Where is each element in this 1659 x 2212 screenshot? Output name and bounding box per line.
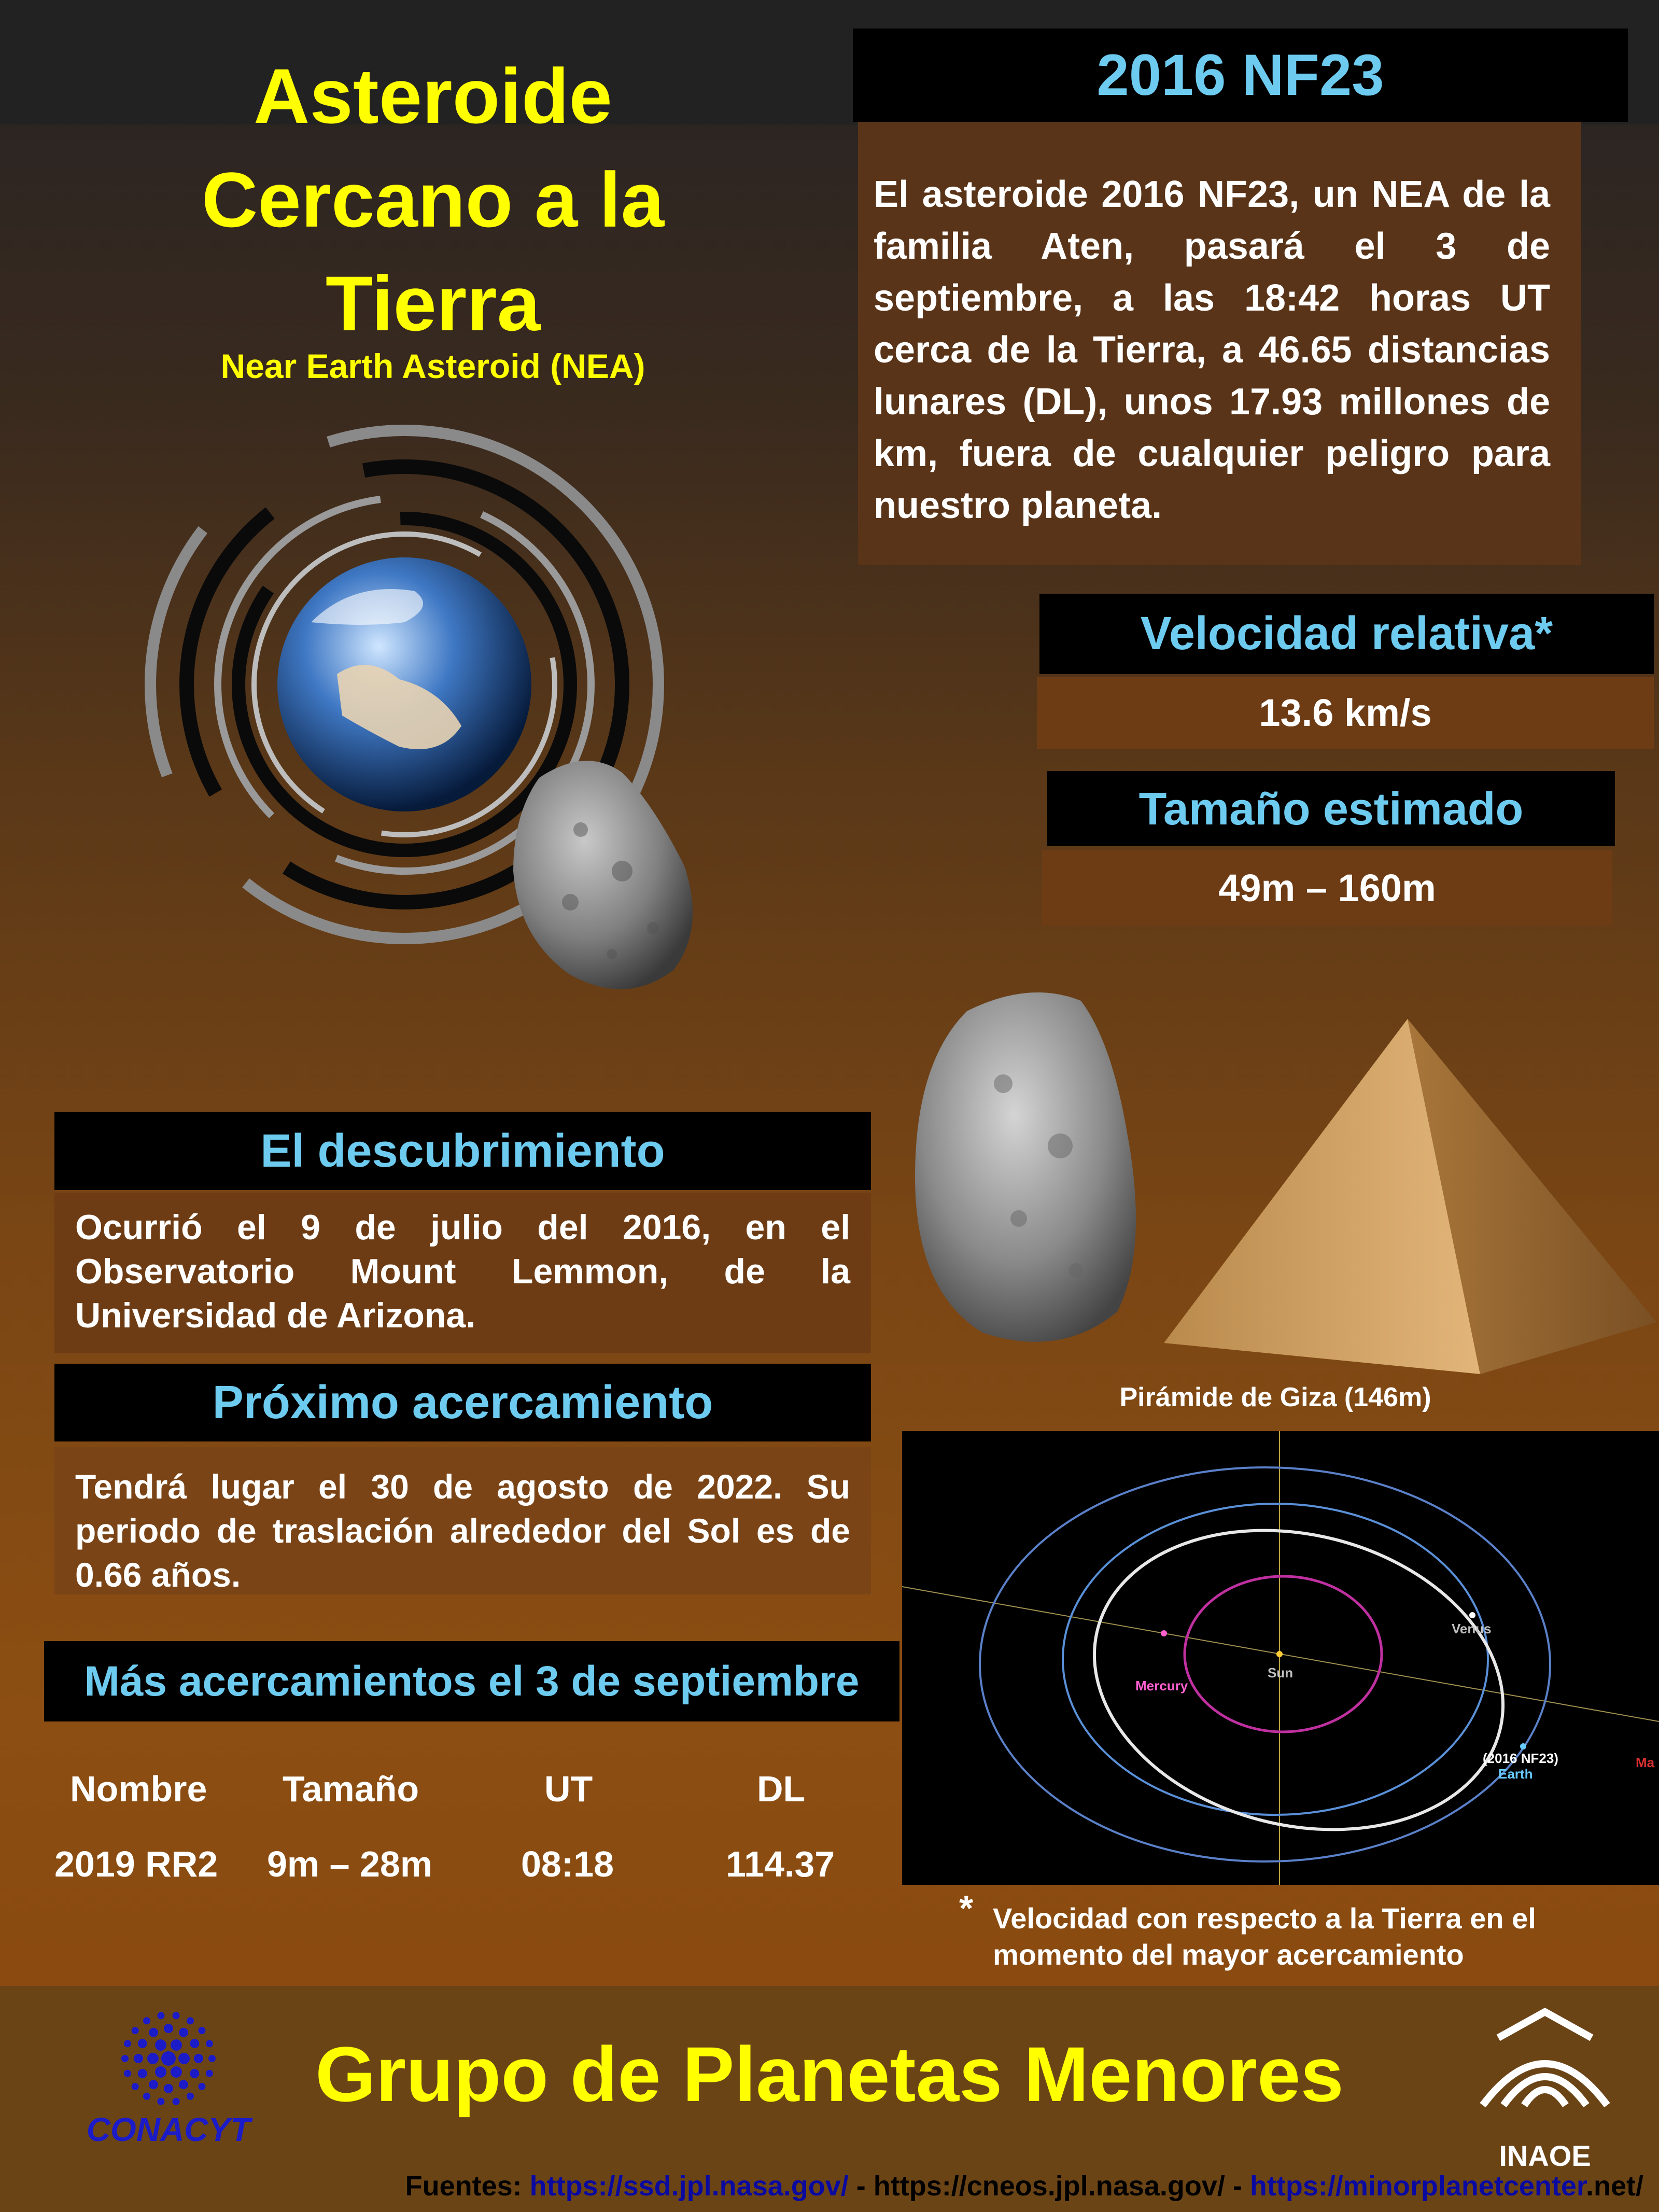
- col-dl: DL: [757, 1769, 806, 1809]
- logo-dot: [190, 2039, 199, 2048]
- label-sun: Sun: [1268, 1665, 1294, 1681]
- conacyt-label: CONACYT: [86, 2111, 251, 2148]
- size-label: Tamaño estimado: [1047, 771, 1615, 846]
- logo-dot: [134, 2054, 143, 2063]
- logo-dot: [138, 2039, 147, 2048]
- source-link-3-rest: .net/: [1585, 2171, 1643, 2202]
- logo-dot: [187, 2093, 194, 2100]
- logo-dot: [171, 2039, 182, 2051]
- cell-dl: 114.37: [726, 1844, 835, 1884]
- label-earth: Earth: [1498, 1766, 1533, 1782]
- logo-dot: [147, 2053, 159, 2064]
- asteroid-name-header: 2016 NF23: [853, 29, 1628, 122]
- inaoe-logo: [1467, 2001, 1623, 2136]
- logo-dot: [179, 2080, 188, 2089]
- sources-label: Fuentes:: [405, 2171, 522, 2202]
- approaches-table: [47, 1768, 897, 1900]
- discovery-label: El descubrimiento: [54, 1112, 871, 1190]
- pyramid-caption: Pirámide de Giza (146m): [1119, 1382, 1431, 1412]
- source-link-1[interactable]: https://ssd.jpl.nasa.gov/: [529, 2171, 849, 2202]
- col-ut: UT: [544, 1769, 593, 1809]
- logo-dot: [173, 2012, 180, 2019]
- group-name: Grupo de Planetas Menores: [315, 2031, 1344, 2118]
- size-value: 49m – 160m: [1042, 850, 1612, 926]
- logo-dot: [164, 2084, 173, 2093]
- logo-dot: [208, 2055, 216, 2062]
- sources-line: [0, 2170, 1659, 2202]
- logo-dot: [178, 2053, 190, 2064]
- subtitle: Near Earth Asteroid (NEA): [220, 347, 645, 385]
- col-size: Tamaño: [283, 1769, 419, 1809]
- logo-dot: [157, 2012, 164, 2019]
- label-venus: Venus: [1452, 1621, 1492, 1636]
- label-mercury: Mercury: [1135, 1678, 1188, 1693]
- main-title: [119, 44, 747, 355]
- logo-dot: [155, 2066, 166, 2078]
- logo-dot: [187, 2017, 194, 2024]
- title-line-1: Asteroide: [254, 52, 612, 139]
- logo-dot: [138, 2069, 147, 2078]
- logo-dot: [121, 2055, 129, 2062]
- asteroid-pyramid-illustration: [910, 980, 1659, 1395]
- title-line-3: Tierra: [325, 260, 541, 347]
- velocity-value: 13.6 km/s: [1037, 677, 1654, 749]
- logo-dot: [190, 2069, 199, 2078]
- logo-dot: [124, 2070, 131, 2077]
- logo-dot: [179, 2028, 188, 2037]
- next-approach-label: Próximo acercamiento: [54, 1364, 871, 1441]
- logo-dot: [198, 2083, 205, 2090]
- logo-dot: [206, 2040, 213, 2047]
- next-approach-text: Tendrá lugar el 30 de agosto de 2022. Su periodo de traslación alrededor del Sol es de 0.66 años.: [54, 1447, 871, 1594]
- logo-dot: [143, 2017, 150, 2024]
- title-line-2: Cercano a la: [201, 156, 665, 243]
- table-header-row: [47, 1768, 897, 1825]
- asteroid-rock: [513, 761, 693, 989]
- source-link-3[interactable]: https://minorplanetcenter: [1249, 2171, 1586, 2202]
- logo-dot: [155, 2039, 166, 2051]
- cell-size: 9m – 28m: [267, 1844, 433, 1884]
- logo-dot: [164, 2024, 173, 2033]
- discovery-text: Ocurrió el 9 de julio del 2016, en el Observatorio Mount Lemmon, de la Universidad de Arizona.: [54, 1193, 871, 1353]
- logo-dot: [206, 2070, 213, 2077]
- earth-illustration: [114, 404, 767, 1037]
- footnote-line-2: momento del mayor acercamiento: [993, 1938, 1464, 1971]
- sources-sep-1: -: [848, 2171, 874, 2202]
- logo-dot: [132, 2027, 139, 2034]
- inaoe-label: INAOE: [1499, 2139, 1591, 2172]
- source-link-2[interactable]: https://cneos.jpl.nasa.gov/: [873, 2171, 1225, 2202]
- logo-dot: [173, 2098, 180, 2105]
- col-name: Nombre: [70, 1769, 207, 1809]
- footnote-symbol: *: [959, 1888, 974, 1928]
- footnote-text: [993, 1900, 1636, 1973]
- big-asteroid: [915, 992, 1136, 1342]
- table-row: [47, 1843, 897, 1900]
- cell-ut: 08:18: [521, 1844, 614, 1884]
- label-mars: Ma: [1636, 1755, 1655, 1770]
- sources-sep-2: -: [1225, 2171, 1250, 2202]
- more-approaches-label: Más acercamientos el 3 de septiembre: [44, 1641, 899, 1721]
- logo-dot: [171, 2066, 182, 2078]
- logo-dot: [149, 2028, 158, 2037]
- logo-dot: [124, 2040, 131, 2047]
- logo-dot: [161, 2051, 176, 2066]
- cell-name: 2019 RR2: [54, 1844, 218, 1884]
- logo-dot: [198, 2027, 205, 2034]
- conacyt-logo: [114, 2007, 223, 2110]
- velocity-label: Velocidad relativa*: [1039, 594, 1654, 674]
- logo-dot: [194, 2054, 203, 2063]
- label-asteroid: (2016 NF23): [1483, 1751, 1558, 1766]
- asteroid-description: El asteroide 2016 NF23, un NEA de la familia Aten, pasará el 3 de septiembre, a las 18:42 horas UT cerca de la Tierra, a 46.65 distancias lunares (DL), unos 17.93 millones de km, fuera de cualquier peligro para nuestro planeta.: [858, 122, 1581, 565]
- logo-dot: [132, 2083, 139, 2090]
- logo-dot: [149, 2080, 158, 2089]
- orbit-diagram: [902, 1431, 1659, 1885]
- logo-dot: [143, 2093, 150, 2100]
- footnote-line-1: Velocidad con respecto a la Tierra en el: [993, 1902, 1536, 1935]
- logo-dot: [157, 2098, 164, 2105]
